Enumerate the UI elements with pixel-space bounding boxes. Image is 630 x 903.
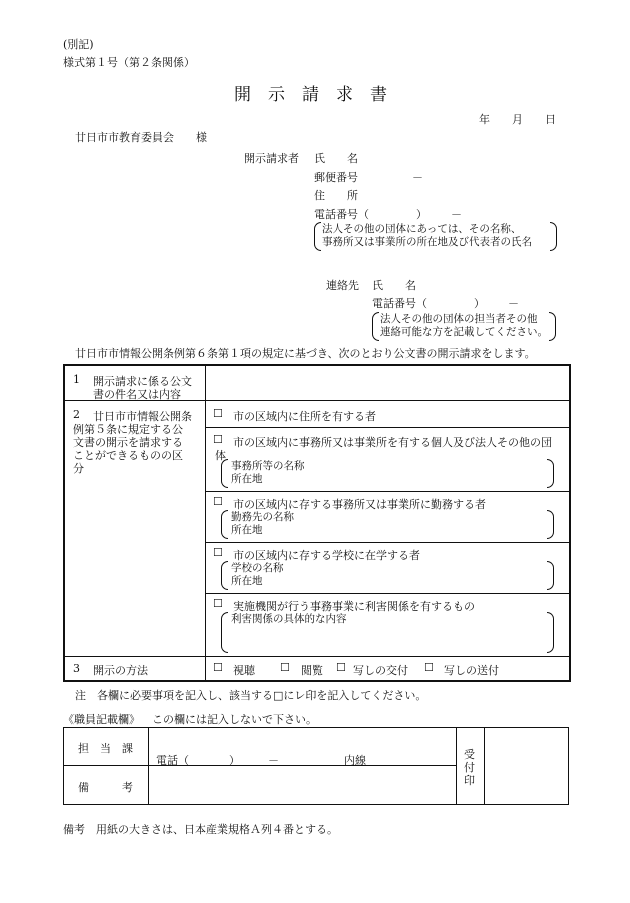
requester-note-bracket-left bbox=[314, 222, 321, 251]
interest-detail-label: 利害関係の具体的な内容 bbox=[231, 613, 347, 625]
checkbox-viewing[interactable]: ☐ bbox=[213, 661, 223, 674]
row1-label-line1: 開示請求に係る公文 bbox=[93, 375, 192, 388]
office-bracket-left bbox=[221, 459, 228, 488]
school-name-label: 学校の名称 bbox=[231, 562, 284, 574]
requester-note-line2: 事務所又は事業所の所在地及び代表者の氏名 bbox=[322, 236, 532, 248]
request-table bbox=[63, 364, 571, 682]
checkbox-employee[interactable]: ☐ bbox=[213, 495, 223, 508]
contact-note-bracket-right bbox=[549, 312, 556, 341]
option-divider-1 bbox=[205, 427, 569, 428]
requester-postal-label: 郵便番号 bbox=[314, 171, 358, 184]
checkbox-copy-mail[interactable]: ☐ bbox=[424, 661, 434, 674]
requester-note-bracket-right bbox=[550, 222, 557, 251]
staff-table bbox=[63, 727, 569, 805]
staff-phone-dash: － bbox=[268, 754, 279, 767]
date-month: 月 bbox=[512, 113, 523, 126]
requester-label: 開示請求者 bbox=[244, 152, 299, 165]
checkbox-inspection[interactable]: ☐ bbox=[280, 661, 290, 674]
requester-phone-label: 電話番号（ bbox=[314, 208, 369, 221]
staff-col-divider-1 bbox=[148, 728, 149, 804]
contact-note-bracket-left bbox=[372, 312, 379, 341]
paper-size-remark: 備考 用紙の大きさは、日本産業規格Ａ列４番とする。 bbox=[63, 823, 338, 836]
option-employee-label: 市の区域内に存する事務所又は事業所に勤務する者 bbox=[233, 498, 486, 511]
interest-bracket-right bbox=[547, 612, 554, 653]
option-resident-label: 市の区域内に住所を有する者 bbox=[233, 410, 376, 423]
requester-postal-dash: － bbox=[412, 171, 423, 184]
annex-note: (別記) bbox=[63, 38, 94, 51]
staff-col-divider-2 bbox=[456, 728, 457, 804]
row2-label-line3: 文書の開示を請求する bbox=[73, 436, 183, 449]
reception-stamp-label: 受付印 bbox=[464, 748, 475, 787]
staff-row-divider bbox=[64, 765, 456, 766]
contact-phone-dash: － bbox=[508, 297, 519, 310]
subject-input[interactable] bbox=[215, 370, 560, 396]
staff-dept-label: 担 当 課 bbox=[78, 742, 133, 755]
row1-label-line2: 書の件名又は内容 bbox=[93, 388, 181, 401]
school-bracket-right bbox=[547, 561, 554, 590]
option-divider-3 bbox=[205, 542, 569, 543]
requester-phone-dash: － bbox=[451, 208, 462, 221]
row2-number: 2 bbox=[73, 408, 80, 421]
office-bracket-right bbox=[547, 459, 554, 488]
checkbox-resident[interactable]: ☐ bbox=[213, 407, 223, 420]
form-number: 様式第１号（第２条関係） bbox=[63, 56, 195, 69]
contact-note-line1: 法人その他の団体の担当者その他 bbox=[380, 313, 538, 325]
staff-col-divider-3 bbox=[484, 728, 485, 804]
option-office-holder-label-line1: 市の区域内に事務所又は事業所を有する個人及び法人その他の団 bbox=[233, 436, 552, 449]
contact-name-label: 氏 名 bbox=[372, 279, 416, 292]
date-day: 日 bbox=[545, 113, 556, 126]
interest-bracket-left bbox=[221, 612, 228, 653]
option-office-holder-label-line2: 体 bbox=[215, 449, 226, 462]
checkbox-interested-party[interactable]: ☐ bbox=[213, 597, 223, 610]
office-address-label: 所在地 bbox=[231, 473, 263, 485]
requester-name-label: 氏 名 bbox=[314, 152, 358, 165]
row3-number: 3 bbox=[73, 662, 80, 675]
contact-phone-close: ） bbox=[474, 297, 485, 310]
page-title: 開示請求書 bbox=[234, 85, 404, 105]
row3-label: 開示の方法 bbox=[93, 664, 148, 677]
table-row-divider-2 bbox=[65, 656, 569, 657]
workplace-address-label: 所在地 bbox=[231, 524, 263, 536]
row2-label-line1: 廿日市市情報公開条 bbox=[93, 410, 192, 423]
school-address-label: 所在地 bbox=[231, 575, 263, 587]
requester-address-label: 住 所 bbox=[314, 189, 358, 202]
option-student-label: 市の区域内に存する学校に在学する者 bbox=[233, 549, 420, 562]
method-copy-mail-label: 写しの送付 bbox=[444, 664, 499, 677]
workplace-name-label: 勤務先の名称 bbox=[231, 511, 294, 523]
footnote: 注 各欄に必要事項を記入し、該当する□にレ印を記入してください。 bbox=[75, 689, 427, 702]
staff-heading: 《職員記載欄》 bbox=[63, 713, 140, 726]
checkbox-copy-delivery[interactable]: ☐ bbox=[336, 661, 346, 674]
requester-note-line1: 法人その他の団体にあっては、その名称、 bbox=[322, 223, 522, 235]
staff-phone-close: ） bbox=[229, 754, 240, 767]
row2-label-line2: 例第５条に規定する公 bbox=[73, 423, 183, 436]
contact-note-line2: 連絡可能な方を記載してください。 bbox=[380, 326, 548, 338]
method-inspection-label: 閲覧 bbox=[301, 664, 323, 677]
option-divider-4 bbox=[205, 593, 569, 594]
date-year: 年 bbox=[479, 113, 490, 126]
row2-label-line5: 分 bbox=[73, 462, 84, 475]
office-name-label: 事務所等の名称 bbox=[231, 460, 305, 472]
method-copy-delivery-label: 写しの交付 bbox=[353, 664, 408, 677]
staff-extension-label: 内線 bbox=[344, 754, 366, 767]
checkbox-student[interactable]: ☐ bbox=[213, 546, 223, 559]
staff-remarks-label: 備 考 bbox=[78, 781, 133, 794]
contact-label: 連絡先 bbox=[326, 279, 359, 292]
addressee: 廿日市市教育委員会 様 bbox=[75, 131, 207, 144]
workplace-bracket-right bbox=[547, 510, 554, 539]
contact-phone-label: 電話番号（ bbox=[372, 297, 427, 310]
workplace-bracket-left bbox=[221, 510, 228, 539]
option-interested-party-label: 実施機関が行う事務事業に利害関係を有するもの bbox=[233, 600, 475, 613]
row1-number: 1 bbox=[73, 373, 80, 386]
staff-phone-label: 電話（ bbox=[156, 754, 189, 767]
option-divider-2 bbox=[205, 491, 569, 492]
request-intro: 廿日市市情報公開条例第６条第１項の規定に基づき、次のとおり公文書の開示請求をします。 bbox=[75, 347, 536, 360]
school-bracket-left bbox=[221, 561, 228, 590]
table-col-divider bbox=[205, 366, 206, 680]
row2-label-line4: ことができるものの区 bbox=[73, 449, 183, 462]
checkbox-office-holder[interactable]: ☐ bbox=[213, 433, 223, 446]
method-viewing-label: 視聴 bbox=[233, 664, 255, 677]
staff-heading-note: この欄には記入しないで下さい。 bbox=[152, 713, 317, 726]
requester-phone-close: ） bbox=[416, 208, 427, 221]
